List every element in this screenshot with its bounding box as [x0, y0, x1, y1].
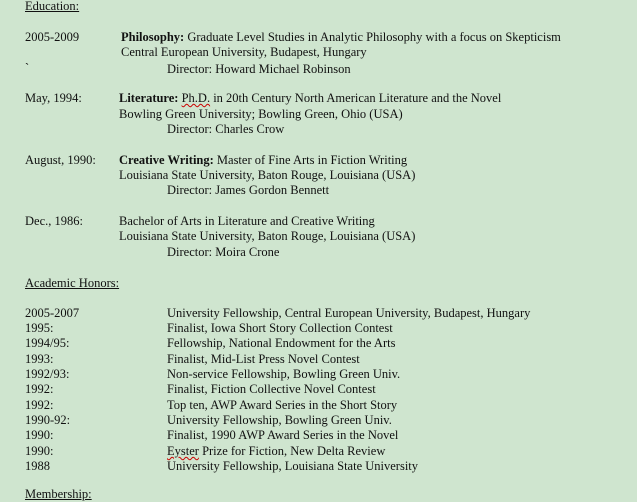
- honor-text-rest: Prize for Fiction, New Delta Review: [198, 444, 386, 458]
- edu-degree-2: [119, 91, 501, 106]
- membership-heading: Membership:: [25, 487, 92, 501]
- edu-desc-1: Graduate Level Studies in Analytic Philosophy with a focus on Skepticism: [184, 30, 561, 44]
- honor-date: 1990-92:: [25, 413, 71, 427]
- edu-institution-4: Louisiana State University, Baton Rouge, Louisiana (USA): [119, 229, 416, 243]
- edu-field-1: Philosophy:: [121, 30, 185, 44]
- edu-director-4: Director: Moira Crone: [167, 245, 280, 259]
- honor-text: Finalist, Fiction Collective Novel Contest: [167, 382, 376, 396]
- honor-date: 1995:: [25, 321, 54, 335]
- honor-text-misspelled: Eyster: [167, 444, 199, 458]
- edu-director-3: Director: James Gordon Bennett: [167, 183, 330, 197]
- honor-text: Fellowship, National Endowment for the Arts: [167, 336, 396, 350]
- edu-degree-3: [119, 153, 407, 168]
- honor-date: 1988: [25, 459, 50, 473]
- edu-desc-2c: in 20th Century North American Literature and the Novel: [210, 91, 502, 105]
- edu-institution-2: Bowling Green University; Bowling Green, Ohio (USA): [119, 107, 403, 121]
- stray-mark: `: [25, 61, 30, 75]
- honor-text: University Fellowship, Bowling Green Univ.: [167, 413, 392, 427]
- honor-text: Finalist, Mid-List Press Novel Contest: [167, 352, 360, 366]
- honor-date: 2005-2007: [25, 306, 80, 320]
- edu-field-2: Literature:: [119, 91, 179, 105]
- honor-text: Top ten, AWP Award Series in the Short Story: [167, 398, 398, 412]
- edu-field-3: Creative Writing:: [119, 153, 214, 167]
- honor-date: 1993:: [25, 352, 54, 366]
- honor-date: 1992:: [25, 398, 54, 412]
- edu-desc-3: Master of Fine Arts in Fiction Writing: [213, 153, 408, 167]
- honor-date: 1992/93:: [25, 367, 70, 381]
- honor-text: University Fellowship, Louisiana State University: [167, 459, 419, 473]
- edu-degree-1: [121, 30, 561, 45]
- edu-director-1: Director: Howard Michael Robinson: [167, 62, 351, 76]
- edu-date-4: Dec., 1986:: [25, 214, 83, 228]
- honor-text: University Fellowship, Central European University, Budapest, Hungary: [167, 306, 531, 320]
- honor-date: 1994/95:: [25, 336, 70, 350]
- honor-text: Finalist, 1990 AWP Award Series in the Novel: [167, 428, 399, 442]
- honor-date: 1992:: [25, 382, 54, 396]
- honor-date: 1990:: [25, 444, 54, 458]
- honor-text: Non-service Fellowship, Bowling Green Univ.: [167, 367, 401, 381]
- honor-text: Finalist, Iowa Short Story Collection Contest: [167, 321, 393, 335]
- edu-institution-1: Central European University, Budapest, Hungary: [121, 45, 367, 59]
- edu-date-1: 2005-2009: [25, 30, 80, 44]
- edu-date-3: August, 1990:: [25, 153, 96, 167]
- edu-degree-4: Bachelor of Arts in Literature and Creative Writing: [119, 214, 375, 228]
- education-heading: Education:: [25, 0, 80, 13]
- honors-heading: Academic Honors:: [25, 276, 120, 290]
- honor-text: [167, 444, 385, 459]
- edu-date-2: May, 1994:: [25, 91, 82, 105]
- honor-date: 1990:: [25, 428, 54, 442]
- edu-institution-3: Louisiana State University, Baton Rouge, Louisiana (USA): [119, 168, 416, 182]
- edu-desc-2b: Ph.D.: [181, 91, 211, 105]
- edu-director-2: Director: Charles Crow: [167, 122, 285, 136]
